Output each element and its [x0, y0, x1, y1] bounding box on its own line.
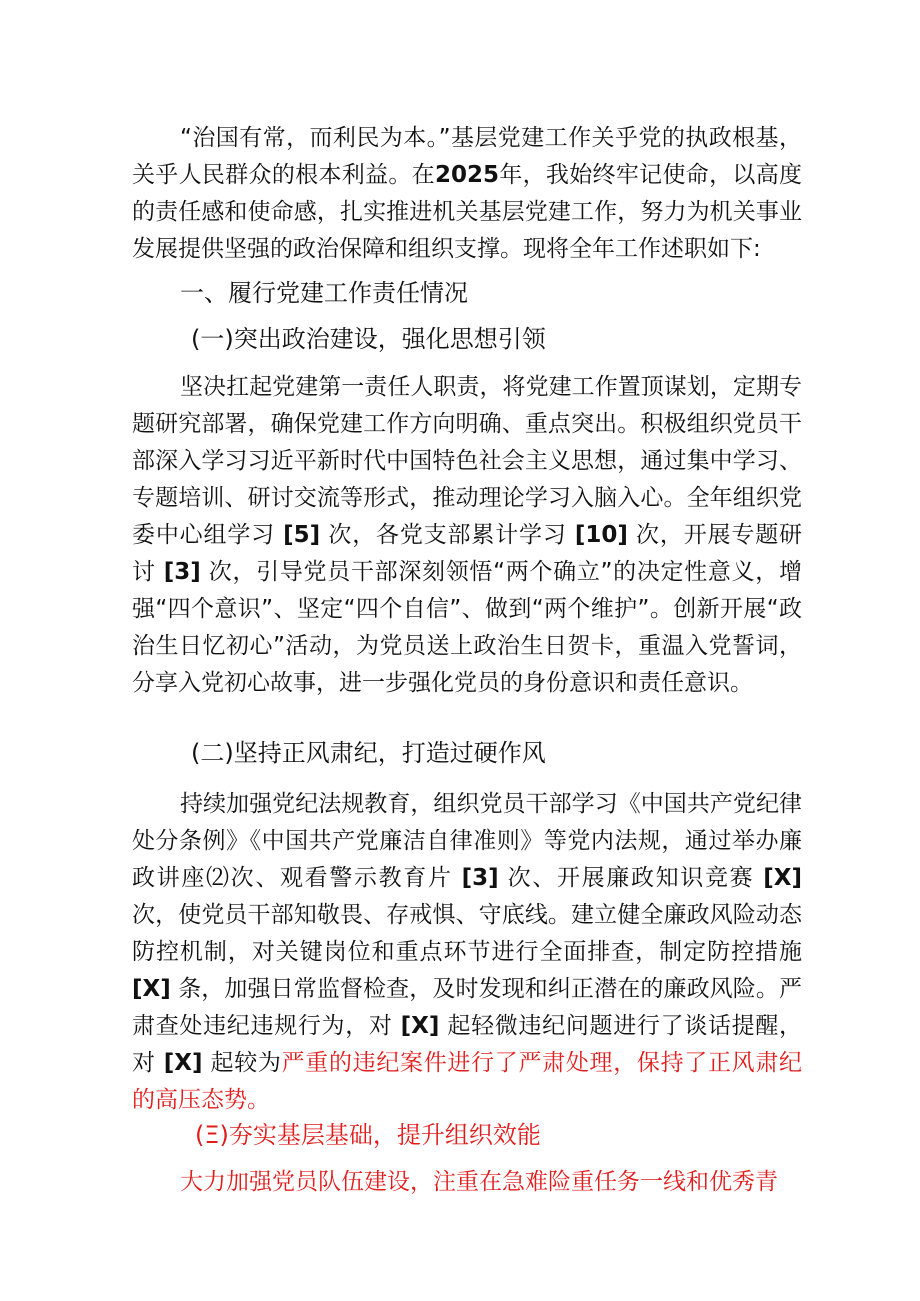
sub2-value-5: [X]	[163, 1050, 203, 1076]
subsection-1-paragraph	[132, 369, 802, 702]
intro-year: 2025	[435, 162, 500, 188]
sub2-text-1: 持续加强党纪法规教育，组织党员干部学习《中国共产党纪律处分条例》《中国共产党廉洁自律准则》等党内法规，通过举办廉政讲座⑵次、观看警示教育片	[132, 791, 802, 891]
sub2-text-4: 条，加强日常监督检查，及时发现和纠正潜在的廉政风险。严肃查处违纪违规行为，对	[132, 976, 803, 1039]
intro-text-2: 年，我始终牢记使命，以高度的责任感和使命感，扎实推进机关基层党建工作，努力为机关事业发展提供坚强的政治保障和组织支撑。现将全年工作述职如下:	[132, 162, 803, 262]
sub2-value-4: [X]	[400, 1013, 440, 1039]
sub1-text-2: 次，各党支部累计学习	[328, 522, 567, 548]
subsection-heading-3: (Ξ)夯实基层基础，提升组织效能	[195, 1121, 541, 1149]
intro-paragraph	[132, 120, 802, 268]
sub1-value-1: [5]	[283, 522, 321, 548]
subsection-heading-2: (二)坚持正风肃纪，打造过硬作风	[191, 739, 546, 767]
sub2-highlight-text: 严重的违纪案件进行了严肃处理，保持了正风肃纪的高压态势。	[132, 1050, 803, 1113]
sub2-value-2: [X]	[763, 865, 803, 891]
sub1-text-3: 次，开展专题研讨	[132, 522, 803, 585]
sub2-text-6: 起较为	[210, 1050, 282, 1076]
subsection-heading-1: (一)突出政治建设，强化思想引领	[191, 325, 546, 353]
sub1-text-1: 坚决扛起党建第一责任人职责，将党建工作置顶谋划，定期专题研究部署，确保党建工作方向明确、重点突出。积极组织党员干部深入学习习近平新时代中国特色社会主义思想，通过集中学习、专题培训、研讨交流等形式，推动理论学习入脑入心。全年组织党委中心组学习	[132, 374, 802, 548]
subsection-2-paragraph	[132, 786, 802, 1119]
sub2-value-3: [X]	[132, 976, 171, 1002]
sub1-value-3: [3]	[163, 559, 201, 585]
sub1-text-4: 次，引导党员干部深刻领悟“两个确立”的决定性意义，增强“四个意识”、坚定“四个自信”、做到“两个维护”。创新开展“政治生日忆初心”活动，为党员送上政治生日贺卡，重温入党誓词，分享入党初心故事，进一步强化党员的身份意识和责任意识。	[132, 559, 803, 696]
sub1-value-2: [10]	[574, 522, 628, 548]
section-heading-1: 一、履行党建工作责任情况	[180, 279, 468, 307]
subsection-3-paragraph: 大力加强党员队伍建设，注重在急难险重任务一线和优秀青	[180, 1169, 778, 1195]
sub2-value-1: [3]	[461, 865, 499, 891]
sub2-text-3: 次，使党员干部知敬畏、存戒惧、守底线。建立健全廉政风险动态防控机制，对关键岗位和重点环节进行全面排查，制定防控措施	[132, 902, 802, 965]
sub2-text-5: 起轻微违纪问题进行了谈话提醒，对	[132, 1013, 803, 1076]
sub2-text-2: 次、开展廉政知识竞赛	[507, 865, 755, 891]
intro-text-1: “治国有常，而利民为本。”基层党建工作关乎党的执政根基，关乎人民群众的根本利益。在	[132, 125, 802, 188]
